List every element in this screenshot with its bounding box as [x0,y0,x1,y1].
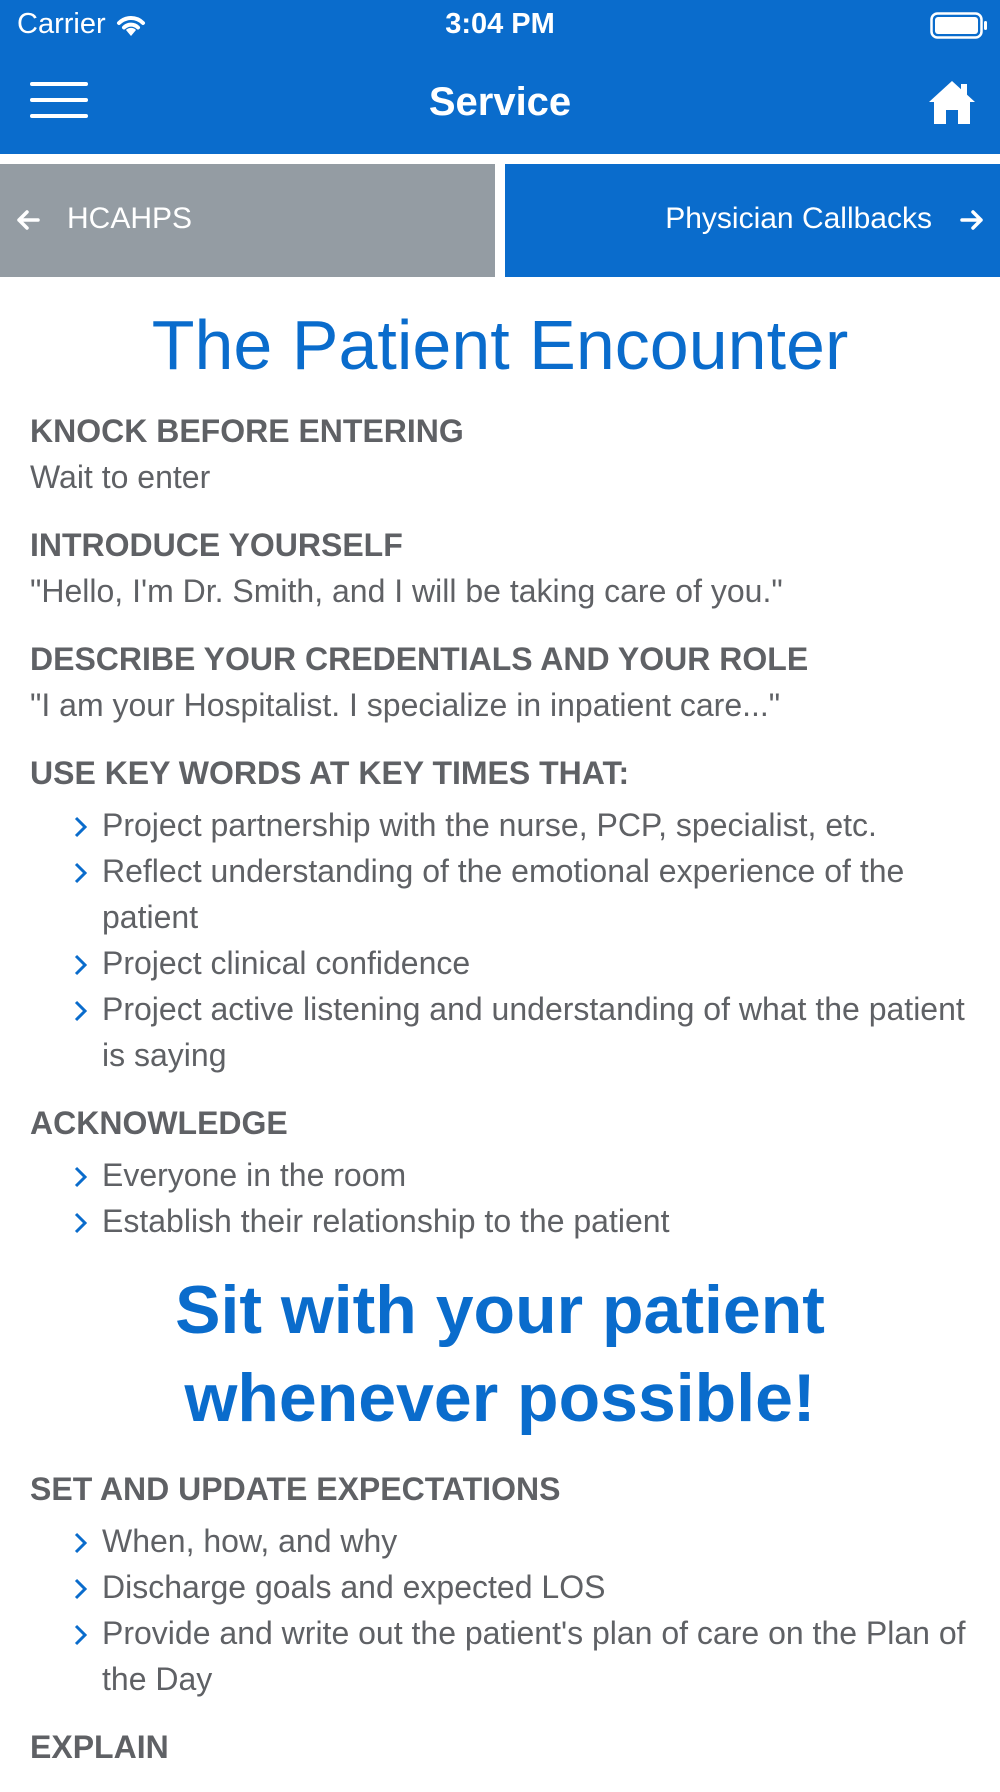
home-icon [926,76,978,128]
nav-title: Service [428,80,572,124]
chevron-right-icon [73,862,87,884]
callout-text: Sit with your patient whenever possible! [175,1272,825,1436]
bullet-list [30,1518,970,1702]
list-item [30,1198,970,1244]
list-item [30,1564,970,1610]
list-item [30,986,970,1078]
hamburger-icon [30,82,88,86]
chevron-right-icon [73,1000,87,1022]
section-body: "I am your Hospitalist. I specialize in inpatient care..." [30,687,781,723]
list-item-text: Reflect understanding of the emotional experience of the patient [102,853,905,935]
section-explain [0,1724,1000,1770]
section-title: USE KEY WORDS AT KEY TIMES THAT: [30,755,630,791]
list-item-text: Project clinical confidence [102,945,471,981]
chevron-right-icon [73,816,87,838]
section-title: INTRODUCE YOURSELF [30,527,403,563]
list-item [30,1518,970,1564]
arrow-left-icon [16,209,40,231]
list-item-text: Everyone in the room [102,1157,407,1193]
navigation-bar [0,60,1000,144]
section-title: ACKNOWLEDGE [30,1105,288,1141]
prev-page-button[interactable] [0,164,495,277]
list-item-text: Provide and write out the patient's plan of care on the Plan of the Day [102,1615,966,1697]
list-item-text: Establish their relationship to the patient [102,1203,670,1239]
hamburger-icon-line [30,114,88,118]
article-content [0,300,1000,1792]
list-item-text: Project partnership with the nurse, PCP, specialist, etc. [102,807,877,843]
battery-icon [930,12,988,39]
section-expectations [0,1466,1000,1702]
list-item [30,1152,970,1198]
list-item [30,1610,970,1702]
next-page-button[interactable] [505,164,1000,277]
section-keywords [0,750,1000,1078]
chevron-right-icon [73,1578,87,1600]
menu-button[interactable] [30,82,88,122]
chevron-right-icon [73,1212,87,1234]
prev-page-label: HCAHPS [67,202,193,235]
chevron-right-icon [73,1624,87,1646]
top-bar [0,0,1000,154]
section-knock [0,408,1000,500]
arrow-right-icon [960,209,984,231]
carrier-label: Carrier [17,8,106,40]
status-time: 3:04 PM [445,8,555,40]
section-credentials [0,636,1000,728]
chevron-right-icon [73,954,87,976]
section-title: SET AND UPDATE EXPECTATIONS [30,1471,561,1507]
section-acknowledge [0,1100,1000,1244]
section-body: "Hello, I'm Dr. Smith, and I will be taking care of you." [30,573,783,609]
section-title: KNOCK BEFORE ENTERING [30,413,464,449]
section-title: DESCRIBE YOUR CREDENTIALS AND YOUR ROLE [30,641,809,677]
list-item-text: Discharge goals and expected LOS [102,1569,606,1605]
chevron-right-icon [73,1166,87,1188]
home-button[interactable] [926,76,978,128]
section-title: EXPLAIN [30,1729,169,1765]
next-page-label: Physician Callbacks [665,202,932,235]
page-title: The Patient Encounter [151,306,849,384]
pager-bar [0,164,1000,277]
chevron-right-icon [73,1532,87,1554]
list-item [30,802,970,848]
bullet-list [30,802,970,1078]
bullet-list [30,1152,970,1244]
list-item-text: Project active listening and understanding of what the patient is saying [102,991,965,1073]
hamburger-icon-line [30,98,88,102]
list-item-text: When, how, and why [102,1523,398,1559]
section-body: Wait to enter [30,459,211,495]
list-item [30,940,970,986]
status-bar [0,0,1000,50]
list-item [30,848,970,940]
section-introduce [0,522,1000,614]
